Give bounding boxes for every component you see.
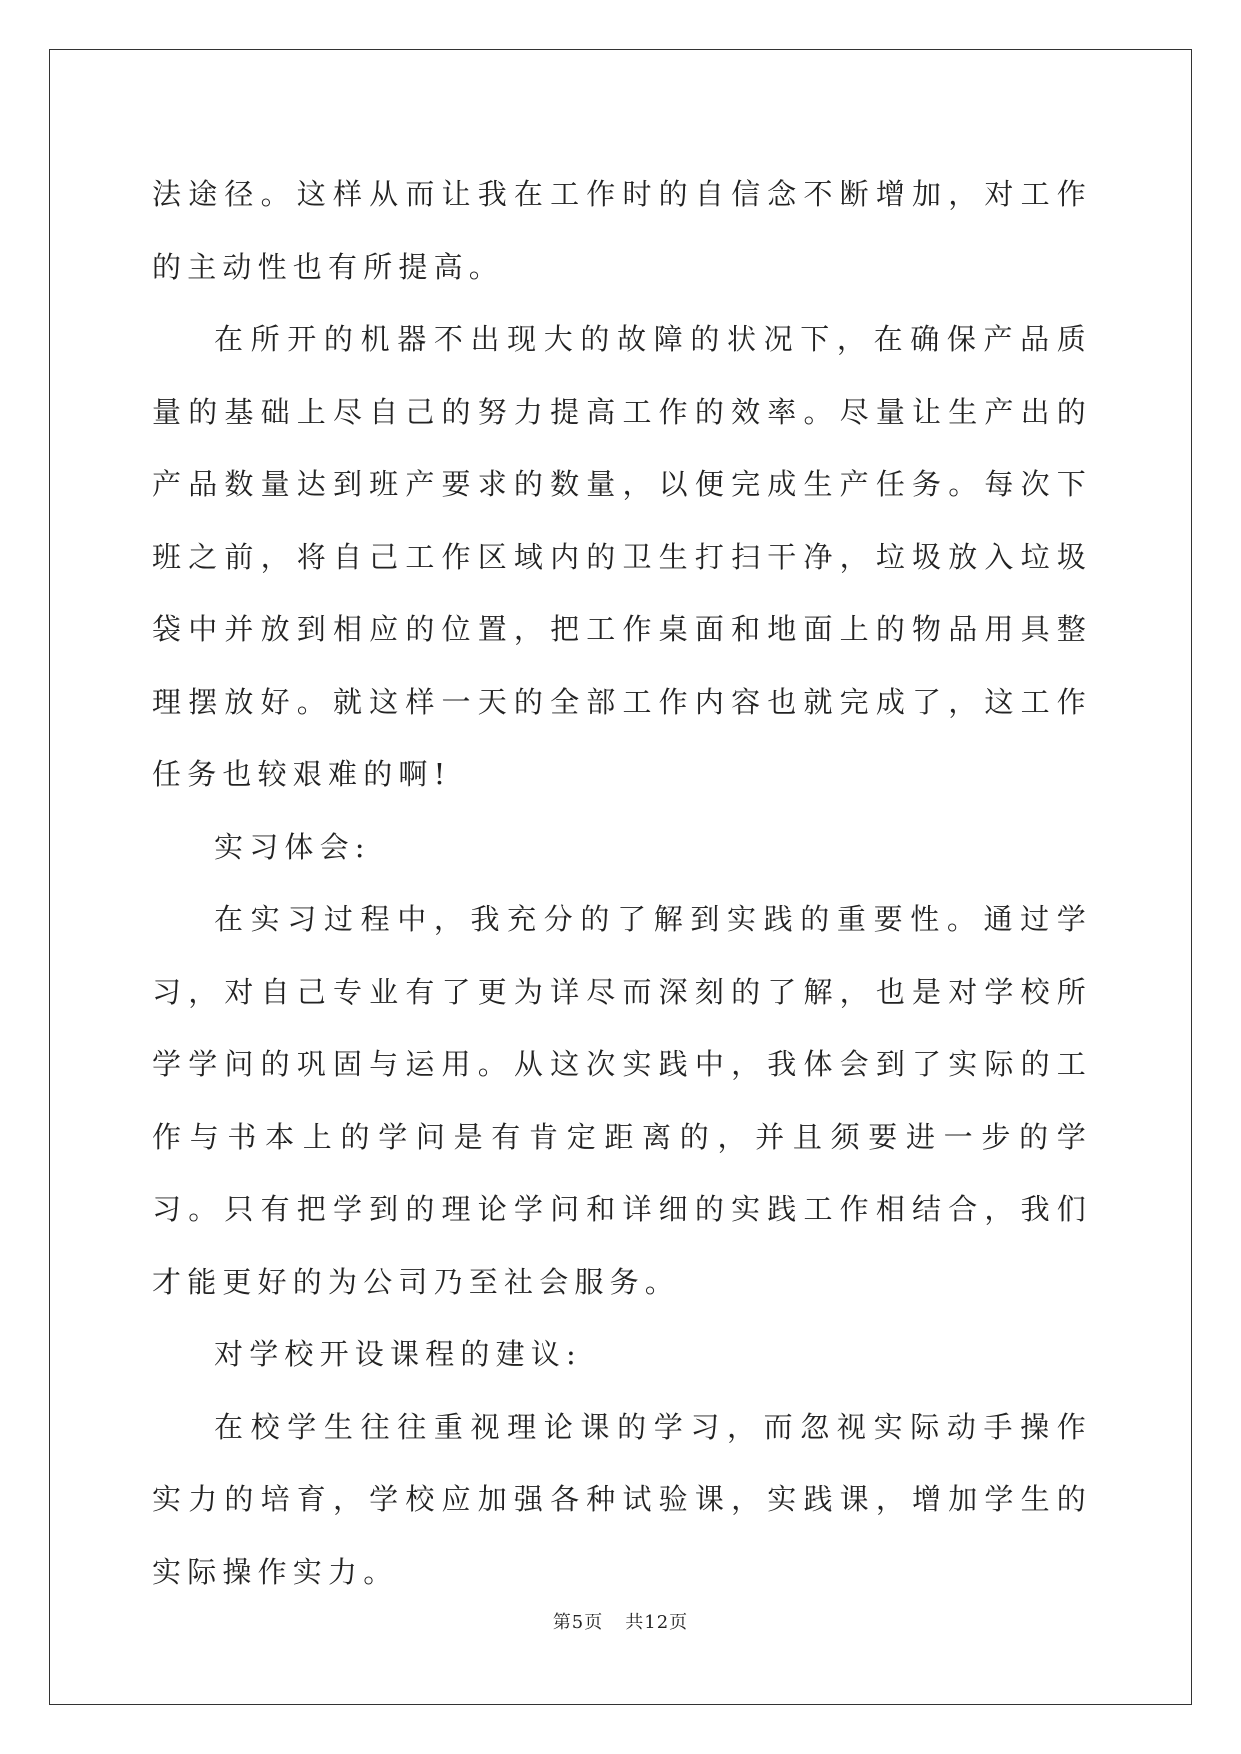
page-number: 第5页 bbox=[552, 1612, 604, 1633]
document-body bbox=[152, 158, 1092, 1608]
paragraph-3: 在实习过程中，我充分的了解到实践的重要性。通过学习，对自己专业有了更为详尽而深刻的了解，也是对学校所学学问的巩固与运用。从这次实践中，我体会到了实际的工作与书本上的学问是有肯定距离的，并且须要进一步的学习。只有把学到的理论学问和详细的实践工作相结合，我们才能更好的为公司乃至社会服务。 bbox=[152, 902, 1092, 1299]
paragraph-2: 在所开的机器不出现大的故障的状况下，在确保产品质量的基础上尽自己的努力提高工作的效率。尽量让生产出的产品数量达到班产要求的数量，以便完成生产任务。每次下班之前，将自己工作区域内的卫生打扫干净，垃圾放入垃圾袋中并放到相应的位置，把工作桌面和地面上的物品用具整理摆放好。就这样一天的全部工作内容也就完成了，这工作任务也较艰难的啊! bbox=[152, 322, 1092, 791]
paragraph-4: 在校学生往往重视理论课的学习，而忽视实际动手操作实力的培育，学校应加强各种试验课，实践课，增加学生的实际操作实力。 bbox=[152, 1409, 1092, 1589]
paragraph-1: 法途径。这样从而让我在工作时的自信念不断增加，对工作的主动性也有所提高。 bbox=[152, 177, 1092, 284]
section-heading-course-suggestions: 对学校开设课程的建议: bbox=[214, 1337, 582, 1371]
section-heading-internship-experience: 实习体会: bbox=[214, 829, 371, 864]
page-total: 共12页 bbox=[625, 1612, 689, 1633]
page-footer bbox=[0, 1608, 1241, 1634]
